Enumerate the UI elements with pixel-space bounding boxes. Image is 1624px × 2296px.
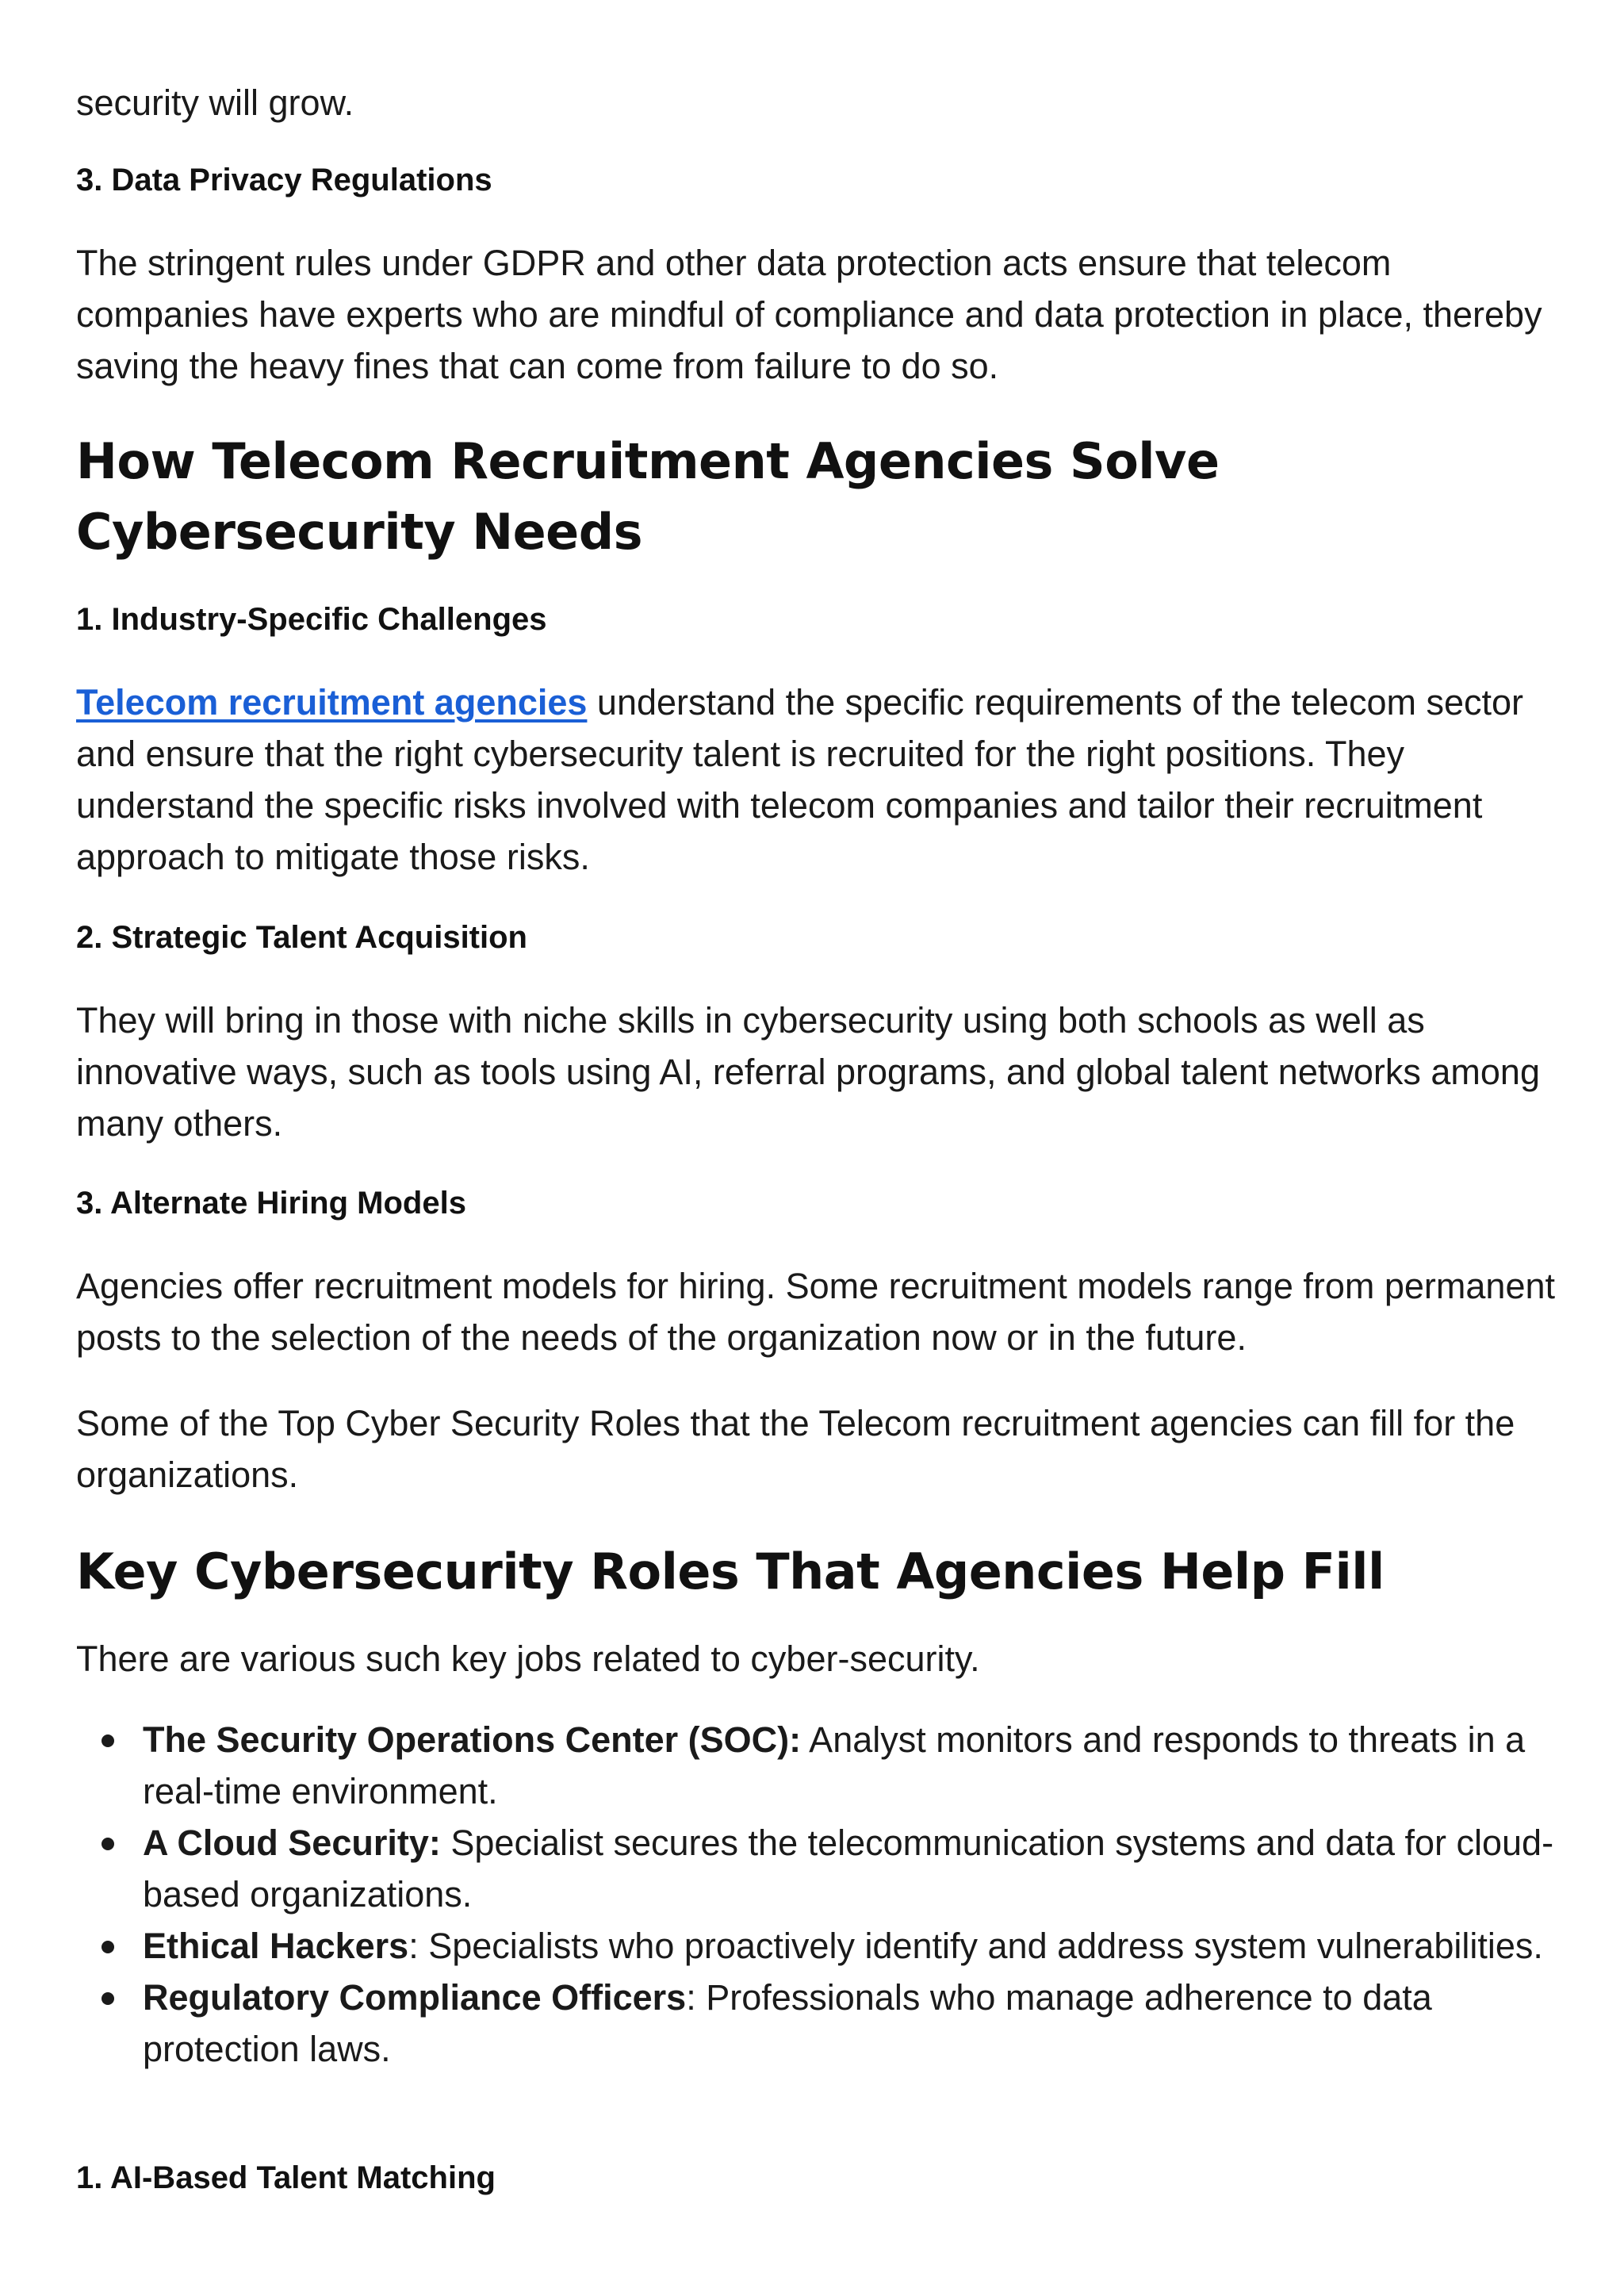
section-solve-title: How Telecom Recruitment Agencies Solve Cybersecurity Needs (76, 432, 1220, 561)
list-item-cloud-security (76, 1817, 1583, 1920)
bullet-icon (102, 1734, 114, 1747)
hiring-models-heading: 3. Alternate Hiring Models (76, 1186, 466, 1221)
industry-challenges-text: understand the specific requirements of the telecom sector and ensure that the right cybersecurity talent is recruited for the right positions. They understand the specific risks involved with telecom companies and tailor their recruitment approach to mitigate those risks. (76, 682, 1524, 877)
bullet-icon (102, 1838, 114, 1850)
strategic-acquisition-heading: 2. Strategic Talent Acquisition (76, 920, 527, 955)
list-item-ethical-hackers (76, 1920, 1583, 1972)
list-item-soc (76, 1714, 1583, 1817)
ai-matching-heading: 1. AI-Based Talent Matching (76, 2160, 496, 2195)
telecom-recruitment-agencies-link[interactable]: Telecom recruitment agencies (76, 682, 588, 723)
intro-tail-text: security will grow. (76, 82, 354, 123)
role-description: : Professionals who manage adherence to data protection laws. (143, 1977, 1432, 2069)
industry-challenges-paragraph (76, 677, 1559, 883)
industry-challenges-heading: 1. Industry-Specific Challenges (76, 602, 547, 637)
section-roles-title: Key Cybersecurity Roles That Agencies Help Fill (76, 1543, 1385, 1600)
role-description: Analyst monitors and responds to threats in a real-time environment. (143, 1719, 1526, 1811)
top-roles-intro-paragraph: Some of the Top Cyber Security Roles that the Telecom recruitment agencies can fill for the organizations. (76, 1403, 1515, 1495)
bullet-icon (102, 1992, 114, 2005)
roles-intro-paragraph: There are various such key jobs related to cyber-security. (76, 1639, 980, 1679)
role-description: Specialist secures the telecommunication systems and data for cloud-based organizations. (143, 1823, 1554, 1915)
privacy-paragraph: The stringent rules under GDPR and other data protection acts ensure that telecom companies have experts who are mindful of compliance and data protection in place, thereby saving the heavy fines that can come from failure to do so. (76, 243, 1542, 386)
role-title: Ethical Hackers (143, 1926, 409, 1966)
role-title: Regulatory Compliance Officers (143, 1977, 687, 2018)
strategic-acquisition-paragraph: They will bring in those with niche skills in cybersecurity using both schools as well as innovative ways, such as tools using AI, referral programs, and global talent networks among many others. (76, 1000, 1540, 1144)
bullet-icon (102, 1941, 114, 1953)
role-title: The Security Operations Center (SOC): (143, 1719, 802, 1760)
role-title: A Cloud Security: (143, 1823, 441, 1863)
roles-list (76, 1714, 1583, 2075)
hiring-models-paragraph: Agencies offer recruitment models for hiring. Some recruitment models range from permanent posts to the selection of the needs of the organization now or in the future. (76, 1266, 1555, 1358)
privacy-heading: 3. Data Privacy Regulations (76, 163, 492, 197)
role-description: : Specialists who proactively identify and address system vulnerabilities. (408, 1926, 1543, 1966)
list-item-compliance-officers (76, 1972, 1583, 2075)
